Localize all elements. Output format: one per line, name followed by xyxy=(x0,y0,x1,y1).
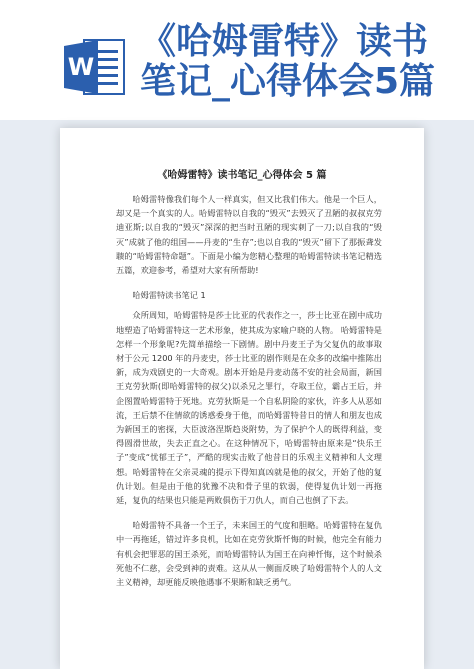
document-title: 《哈姆雷特》读书笔记_心得体会 5 篇 xyxy=(157,170,327,181)
banner-title-line1: 《哈姆雷特》读书 xyxy=(140,21,429,62)
word-document-icon xyxy=(62,34,128,100)
banner-title xyxy=(140,22,470,102)
body-paragraph: 哈姆雷特不具备一个王子，未来国王的气度和胆略。哈姆雷特在复仇中一再拖延，错过许多良机，比如在克劳狄斯忏悔的时候，他完全有能力有机会把罪恶的国王杀死，而哈姆雷特认为国王在向神忏悔，这个时候杀死他不仁慈，会受到神的责难。这从从一侧面反映了哈姆雷特个人的人文主义精神，却更能反映他遇事不果断和缺乏勇气。 xyxy=(116,520,382,588)
banner-title-line2: 笔记_心得体会5篇 xyxy=(140,61,436,102)
intro-paragraph: 哈姆雷特像我们每个人一样真实，但又比我们伟大。他是一个巨人，却又是一个真实的人。哈姆雷特以自我的“毁灭”去毁灭了丑陋的叔叔克劳迪亚斯;以自我的“毁灭”深深的把当时丑陋的现实刺了一刀;以自我的“毁灭”成就了他的组国——丹麦的“生存”;也以自我的“毁灭”留下了那振聋发聩的“哈姆雷特命题”。下面是小编为您精心整理的哈姆雷特读书笔记精选五篇，欢迎参考，希望对大家有所帮助! xyxy=(116,194,382,276)
document-page xyxy=(60,128,424,669)
banner xyxy=(0,0,474,120)
body-paragraph: 众所周知，哈姆雷特是莎士比亚的代表作之一，莎士比亚在剧中成功地塑造了哈姆雷特这一艺术形象，使其成为家喻户晓的人物。 哈姆雷特是怎样一个形象呢?先简单描绘一下剧情。剧中丹麦王子为父复仇的故事取材于公元 1200 年的丹麦史，莎士比亚的剧作则是在众多的改编中推陈出新，成为戏剧史的一大奇观。剧本开始是丹麦动荡不安的社会局面，新国王克劳狄斯(即哈姆雷特的叔父)以杀兄之罪行，夺取王位，霸占王后，并企图置哈姆雷特于死地。克劳狄斯是一个自私阴险的家伙，许多人从恶如流，王后禁不住情欲的诱惑委身于他，而哈姆雷特昔日的情人和朋友也成为新国王的密探，大臣波洛涅斯趋炎附势，为了保护个人的既得利益，变得圆滑世故，失去正直之心。在这种情况下，哈姆雷特由原来是“快乐王子”变成“忧郁王子”，严酷的现实击败了他昔日的乐观主义精神和人文理想。哈姆雷特在父亲灵魂的提示下得知真凶就是他的叔父，开始了他的复仇计划。但是由于他的犹豫不决和骨子里的软弱，使得复仇计划一再拖延，复仇的结果也只能是两败俱伤于刀仇人，而自己也倒了下去。 xyxy=(116,310,382,506)
page-fade xyxy=(60,599,424,669)
document-body xyxy=(116,192,382,600)
section-heading: 哈姆雷特读书笔记 1 xyxy=(132,290,206,301)
word-logo-letter: W xyxy=(67,53,95,81)
